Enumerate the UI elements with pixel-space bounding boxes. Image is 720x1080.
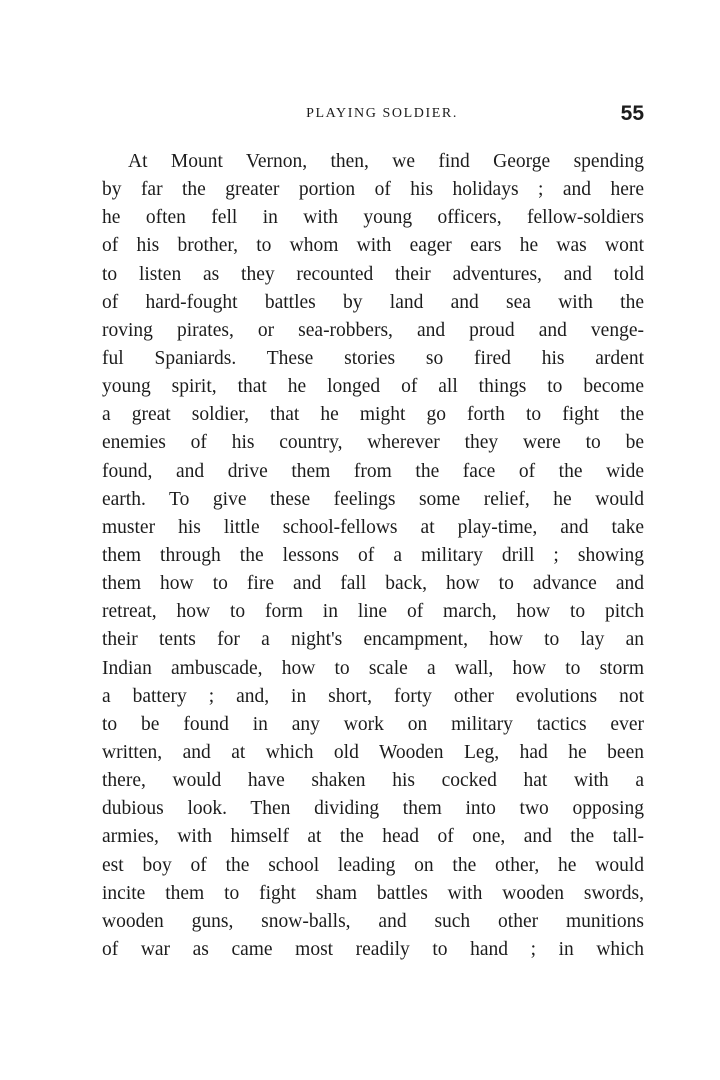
text-line: dubious look. Then dividing them into two opposing [102, 798, 644, 820]
page-number: 55 [620, 102, 644, 125]
text-line: young spirit, that he longed of all things to become [102, 376, 644, 398]
text-line: of his brother, to whom with eager ears he was wont [102, 235, 644, 257]
text-line: incite them to fight sham battles with wooden swords, [102, 882, 644, 904]
running-title: PLAYING SOLDIER. [306, 106, 458, 121]
text-line: he often fell in with young officers, fellow-soldiers [102, 207, 644, 229]
text-line: est boy of the school leading on the other, he would [102, 854, 644, 876]
text-line: wooden guns, snow-balls, and such other munitions [102, 910, 644, 932]
text-line: enemies of his country, wherever they were to be [102, 432, 644, 454]
text-line: a battery ; and, in short, forty other evolutions not [102, 685, 644, 707]
text-line: to be found in any work on military tactics ever [102, 713, 644, 735]
text-line: to listen as they recounted their adventures, and told [102, 263, 644, 285]
text-line: armies, with himself at the head of one, and the tall- [102, 826, 644, 848]
text-line: ful Spaniards. These stories so fired his ardent [102, 347, 644, 369]
text-line: of hard-fought battles by land and sea with the [102, 291, 644, 313]
text-line: earth. To give these feelings some relief, he would [102, 488, 644, 510]
text-line: muster his little school-fellows at play-time, and take [102, 516, 644, 538]
text-line: of war as came most readily to hand ; in which [102, 938, 644, 960]
text-line: them through the lessons of a military drill ; showing [102, 544, 644, 566]
text-line: there, would have shaken his cocked hat with a [102, 770, 644, 792]
text-line: At Mount Vernon, then, we find George spending [128, 151, 644, 172]
text-line: written, and at which old Wooden Leg, had he been [102, 741, 644, 763]
body-paragraph [102, 148, 644, 964]
text-line: them how to fire and fall back, how to advance and [102, 573, 644, 595]
text-line: their tents for a night's encampment, how to lay an [102, 629, 644, 651]
text-line: a great soldier, that he might go forth to fight the [102, 404, 644, 426]
text-line: roving pirates, or sea-robbers, and proud and venge- [102, 319, 644, 341]
page-header [102, 102, 644, 132]
text-line: by far the greater portion of his holidays ; and here [102, 179, 644, 201]
text-line: found, and drive them from the face of the wide [102, 460, 644, 482]
text-line: Indian ambuscade, how to scale a wall, how to storm [102, 657, 644, 679]
text-line: retreat, how to form in line of march, how to pitch [102, 601, 644, 623]
